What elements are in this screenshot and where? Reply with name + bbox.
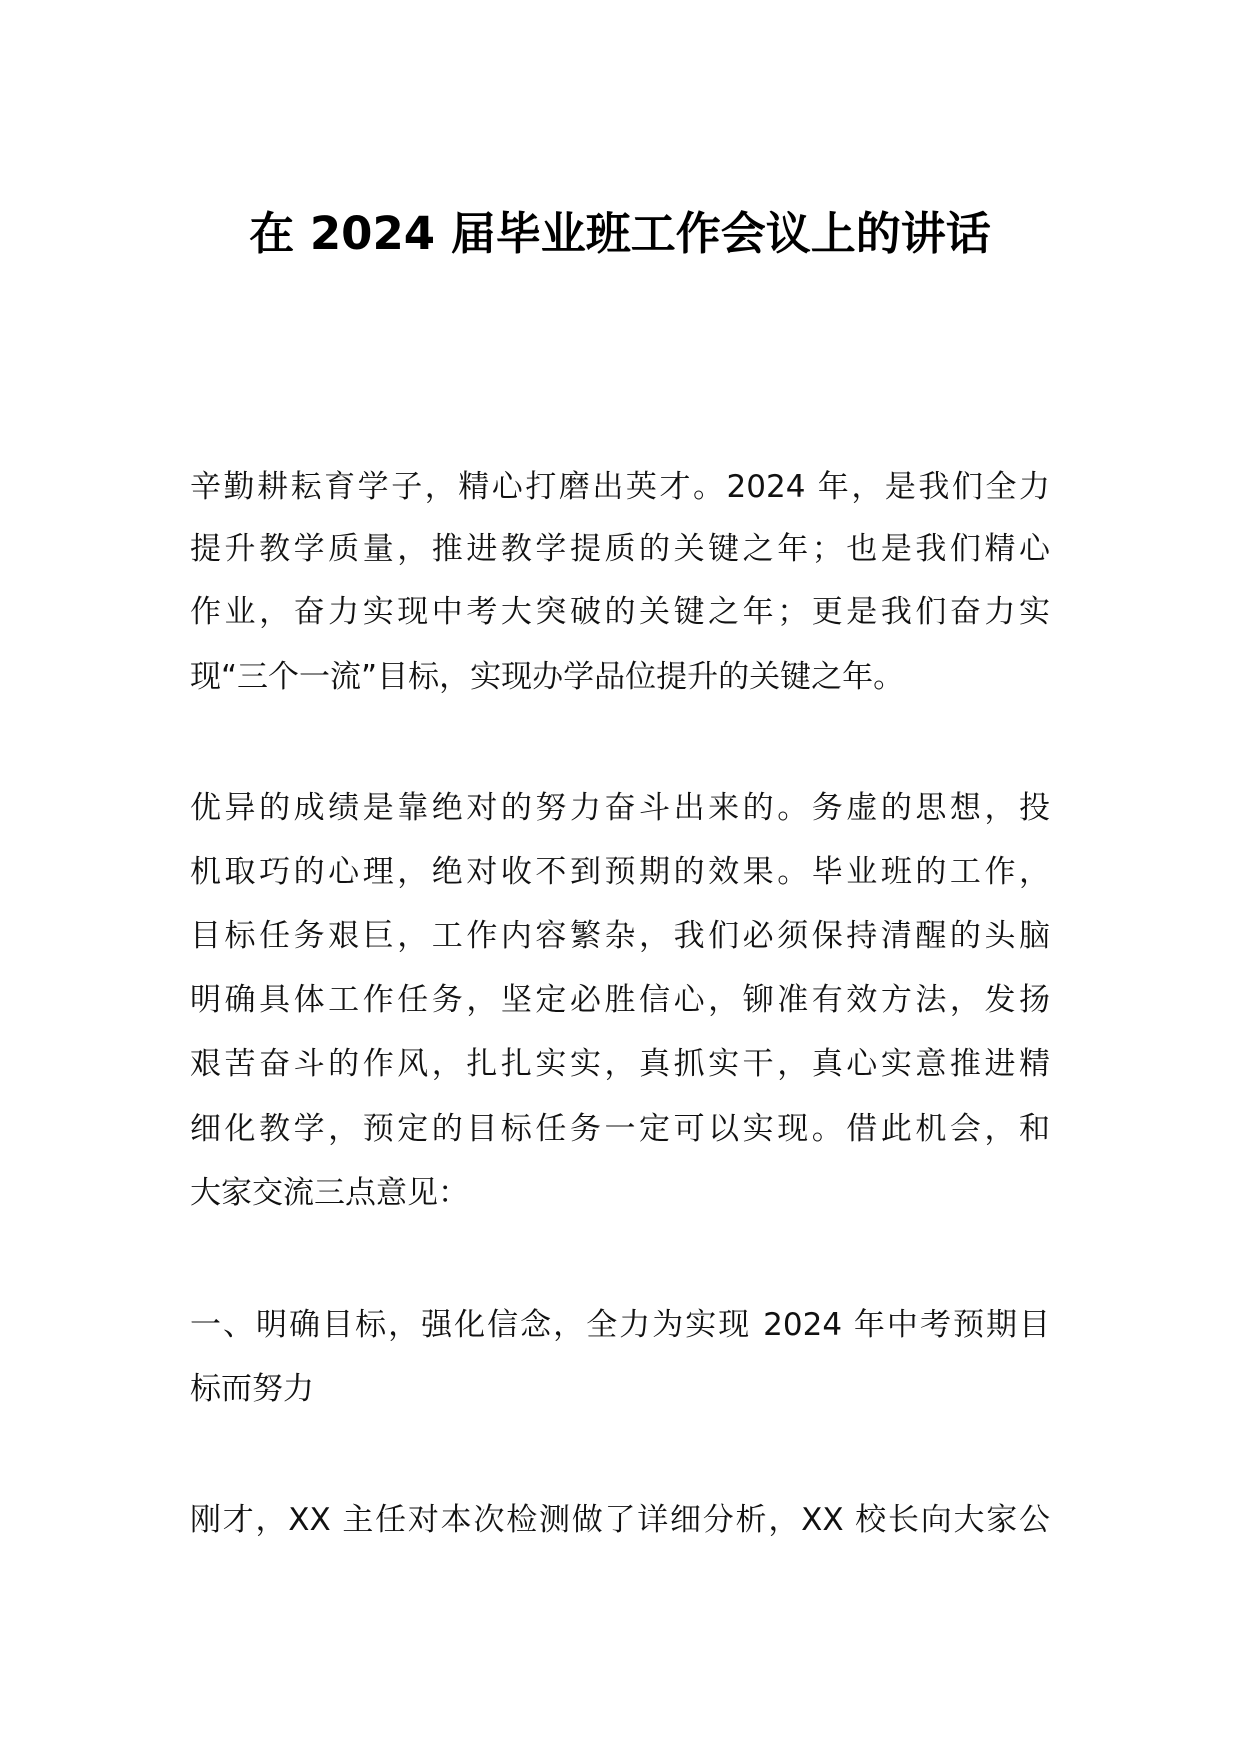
paragraph-line: 刚才，XX 主任对本次检测做了详细分析，XX 校长向大家公	[190, 1502, 1050, 1538]
paragraph-line: 艰苦奋斗的作风，扎扎实实，真抓实干，真心实意推进精	[190, 1046, 1050, 1082]
paragraph-line: 辛勤耕耘育学子，精心打磨出英才。2024 年，是我们全力	[190, 469, 1050, 505]
paragraph-line: 大家交流三点意见：	[190, 1175, 469, 1211]
paragraph-line: 现“三个一流”目标，实现办学品位提升的关键之年。	[190, 659, 905, 695]
paragraph-line: 提升教学质量，推进教学提质的关键之年；也是我们精心	[190, 531, 1050, 567]
document-title: 在 2024 届毕业班工作会议上的讲话	[249, 207, 991, 260]
paragraph-line: 细化教学，预定的目标任务一定可以实现。借此机会，和	[190, 1111, 1050, 1147]
paragraph-line: 明确具体工作任务，坚定必胜信心，铆准有效方法，发扬	[190, 982, 1050, 1018]
paragraph-line: 优异的成绩是靠绝对的努力奋斗出来的。务虚的思想，投	[190, 790, 1050, 826]
paragraph-line: 机取巧的心理，绝对收不到预期的效果。毕业班的工作，	[190, 854, 1050, 890]
paragraph-line: 作业，奋力实现中考大突破的关键之年；更是我们奋力实	[190, 594, 1050, 630]
heading-line: 一、明确目标，强化信念，全力为实现 2024 年中考预期目	[190, 1307, 1050, 1343]
paragraph-line: 目标任务艰巨，工作内容繁杂，我们必须保持清醒的头脑	[190, 918, 1050, 954]
heading-line: 标而努力	[190, 1371, 314, 1407]
